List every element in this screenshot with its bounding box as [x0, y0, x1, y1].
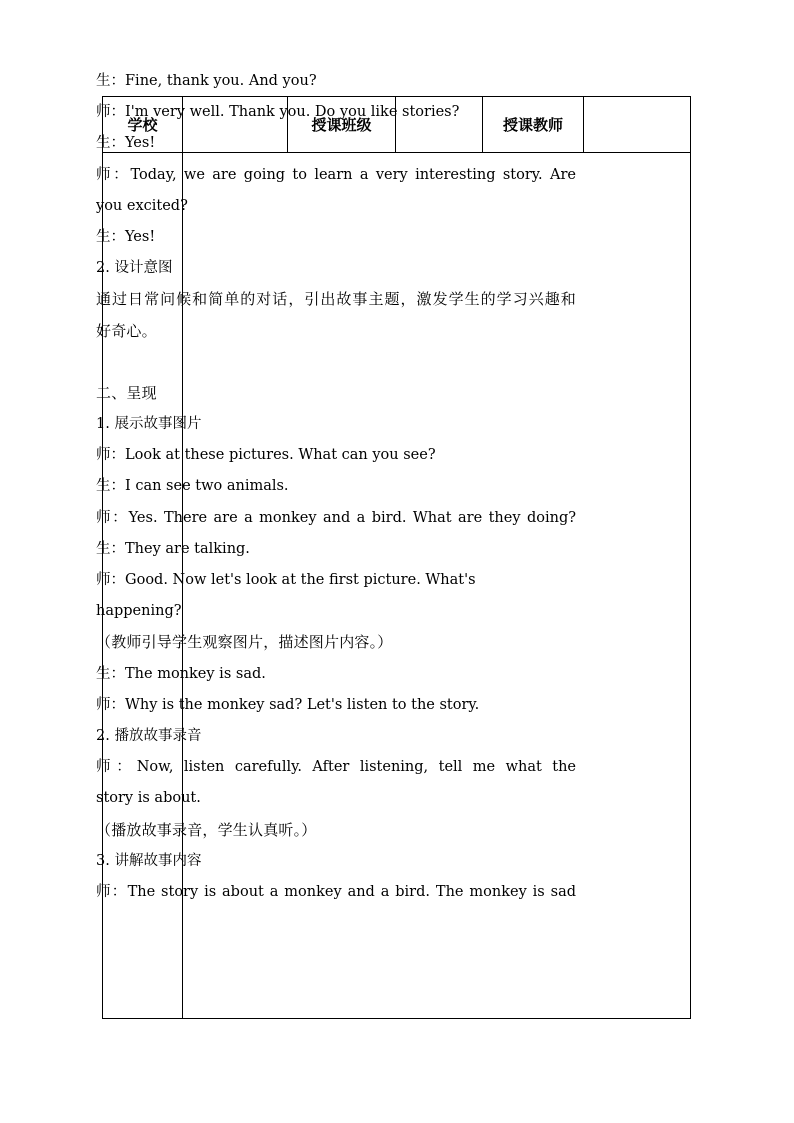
- section-subheading: 3. 讲解故事内容: [96, 852, 202, 869]
- school-label: 学校: [127, 116, 158, 134]
- dialogue-line: 师：Now, listen carefully. After listening, tell me what the: [96, 759, 576, 776]
- dialogue-line: 生：The monkey is sad.: [96, 665, 266, 682]
- dialogue-line: 师：Why is the monkey sad? Let's listen to the story.: [96, 696, 480, 713]
- class-label: 授课班级: [311, 116, 372, 134]
- dialogue-line: happening?: [96, 603, 182, 620]
- dialogue-line: story is about.: [96, 790, 201, 807]
- dialogue-line: 生：Yes!: [96, 135, 156, 152]
- design-intent-text: 好奇心。: [96, 321, 157, 340]
- stage-direction: （教师引导学生观察图片，描述图片内容。）: [96, 633, 393, 652]
- dialogue-line: 师：Look at these pictures. What can you see?: [96, 447, 436, 464]
- lesson-content-cell: [96, 66, 576, 916]
- stage-direction: （播放故事录音，学生认真听。）: [96, 820, 317, 839]
- dialogue-line: 师：I'm very well. Thank you. Do you like stories?: [96, 104, 460, 121]
- section-subheading: 1. 展示故事图片: [96, 416, 202, 433]
- teacher-label: 授课教师: [502, 116, 563, 134]
- teacher-value-cell[interactable]: [584, 97, 690, 152]
- dialogue-line: you excited?: [96, 197, 188, 214]
- section-subheading: 2. 设计意图: [96, 260, 173, 277]
- dialogue-line: 师：Yes. There are a monkey and a bird. What are they doing?: [96, 509, 576, 526]
- dialogue-line: 师：Today, we are going to learn a very interesting story. Are: [96, 166, 576, 183]
- dialogue-line: 生：They are talking.: [96, 540, 250, 557]
- design-intent-text: 通过日常问候和简单的对话，引出故事主题，激发学生的学习兴趣和: [96, 290, 576, 309]
- dialogue-line: 师：The story is about a monkey and a bird. The monkey is sad: [96, 883, 576, 900]
- dialogue-line: 生：Yes!: [96, 228, 156, 245]
- dialogue-line: 生：Fine, thank you. And you?: [96, 73, 317, 89]
- section-heading: 二、呈现: [96, 383, 157, 402]
- dialogue-line: 生：I can see two animals.: [96, 478, 289, 495]
- section-subheading: 2. 播放故事录音: [96, 727, 202, 744]
- blank-line: [96, 347, 576, 378]
- dialogue-line: 师：Good. Now let's look at the first picture. What's: [96, 572, 476, 588]
